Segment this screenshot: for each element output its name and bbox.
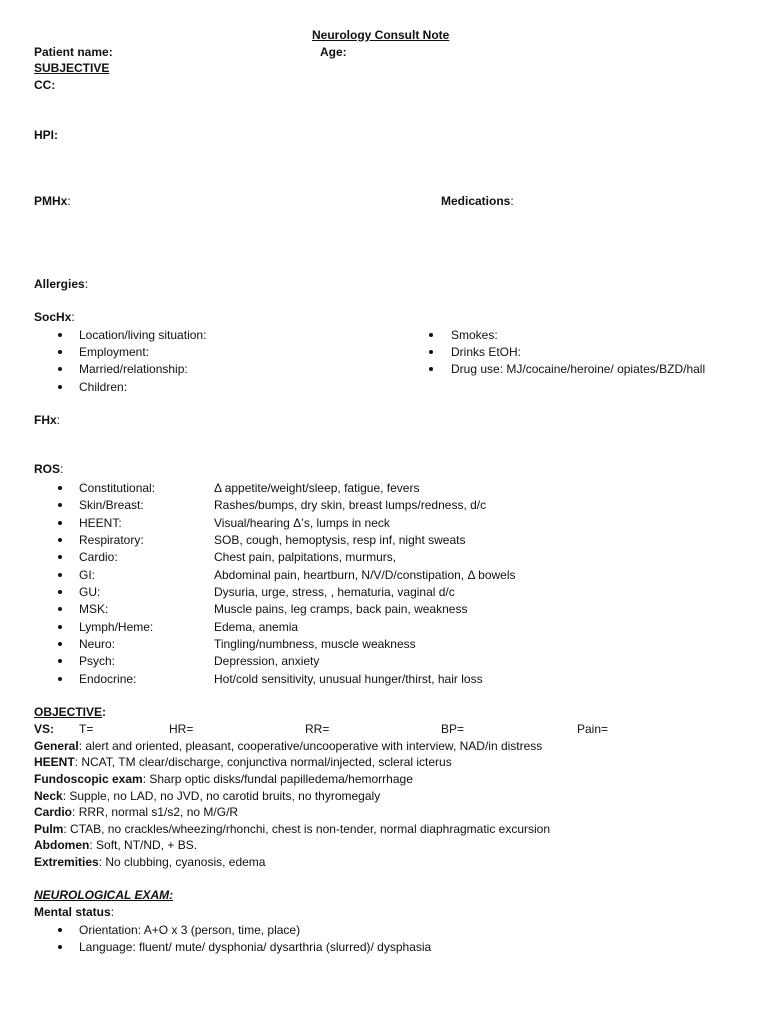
ros-symptoms: Visual/hearing Δ’s, lumps in neck: [214, 516, 390, 530]
exam-label: Abdomen: [34, 838, 90, 852]
ros-system: Neuro:: [79, 637, 116, 651]
vital-bp: BP=: [441, 722, 465, 736]
sochx-left-item: Location/living situation:: [79, 328, 207, 342]
bullet: [429, 367, 433, 371]
sochx-left-item: Married/relationship:: [79, 362, 188, 376]
fhx-label: FHx: [34, 413, 57, 427]
ros-symptoms: Hot/cold sensitivity, unusual hunger/thirst, hair loss: [214, 672, 483, 686]
exam-cardio: Cardio: RRR, normal s1/s2, no M/G/R: [34, 805, 239, 819]
sochx-right-item: Smokes:: [451, 328, 498, 342]
exam-text: alert and oriented, pleasant, cooperative/uncooperative with interview, NAD/in distress: [82, 739, 543, 753]
sochx-line: SocHx:: [34, 310, 75, 324]
medications-label: Medications: [441, 194, 511, 208]
ros-system: MSK:: [79, 602, 109, 616]
document-title: Neurology Consult Note: [312, 28, 450, 42]
exam-extremities: Extremities: No clubbing, cyanosis, edema: [34, 855, 266, 869]
exam-label: Pulm: [34, 822, 64, 836]
ros-label: ROS: [34, 462, 61, 476]
ros-symptoms: SOB, cough, hemoptysis, resp inf, night sweats: [214, 533, 466, 547]
exam-label: HEENT: [34, 755, 75, 769]
ros-system: Constitutional:: [79, 481, 156, 495]
exam-pulm: Pulm: CTAB, no crackles/wheezing/rhonchi, chest is non-tender, normal diaphragmatic excursion: [34, 822, 551, 836]
sochx-left-item: Employment:: [79, 345, 150, 359]
exam-text: NCAT, TM clear/discharge, conjunctiva normal/injected, scleral icterus: [78, 755, 452, 769]
fhx-line: FHx:: [34, 413, 61, 427]
bullet: [58, 607, 62, 611]
neuro-exam-heading: NEUROLOGICAL EXAM:: [34, 888, 174, 902]
sochx-label: SocHx: [34, 310, 72, 324]
bullet: [58, 573, 62, 577]
ros-symptoms: Muscle pains, leg cramps, back pain, weakness: [214, 602, 468, 616]
vital-hr: HR=: [169, 722, 194, 736]
bullet: [58, 385, 62, 389]
exam-text: Sharp optic disks/fundal papilledema/hemorrhage: [146, 772, 413, 786]
bullet: [58, 367, 62, 371]
ros-symptoms: Dysuria, urge, stress, , hematuria, vaginal d/c: [214, 585, 455, 599]
vital-rr: RR=: [305, 722, 330, 736]
neuro-item: Language: fluent/ mute/ dysphonia/ dysarthria (slurred)/ dysphasia: [79, 940, 432, 954]
sochx-right-item: Drug use: MJ/cocaine/heroine/ opiates/BZD/hall: [451, 362, 706, 376]
bullet: [58, 333, 62, 337]
sochx-right-item: Drinks EtOH:: [451, 345, 522, 359]
neuro-item: Orientation: A+O x 3 (person, time, place): [79, 923, 301, 937]
exam-text: Supple, no LAD, no JVD, no carotid bruits, no thyromegaly: [66, 789, 381, 803]
exam-label: Cardio: [34, 805, 73, 819]
bullet: [429, 333, 433, 337]
mental-status-line: Mental status:: [34, 905, 115, 919]
exam-fundoscopic: Fundoscopic exam: Sharp optic disks/fundal papilledema/hemorrhage: [34, 772, 413, 786]
vital-temp: T=: [79, 722, 94, 736]
ros-system: Skin/Breast:: [79, 498, 144, 512]
ros-system: Endocrine:: [79, 672, 137, 686]
ros-system: Lymph/Heme:: [79, 620, 154, 634]
bullet: [58, 945, 62, 949]
ros-system: Cardio:: [79, 550, 118, 564]
bullet: [58, 521, 62, 525]
bullet: [58, 538, 62, 542]
bullet: [58, 555, 62, 559]
exam-text: No clubbing, cyanosis, edema: [102, 855, 266, 869]
bullet: [58, 590, 62, 594]
exam-text: Soft, NT/ND, + BS.: [92, 838, 198, 852]
cc-label: CC:: [34, 78, 56, 92]
objective-line: OBJECTIVE:: [34, 705, 107, 719]
ros-system: GI:: [79, 568, 96, 582]
bullet: [58, 677, 62, 681]
bullet: [58, 503, 62, 507]
pmhx-label: PMHx: [34, 194, 68, 208]
bullet: [58, 625, 62, 629]
subjective-heading: SUBJECTIVE: [34, 61, 110, 75]
hpi-label: HPI:: [34, 128, 58, 142]
sochx-left-item: Children:: [79, 380, 128, 394]
bullet: [429, 350, 433, 354]
ros-system: HEENT:: [79, 516, 122, 530]
allergies-label: Allergies: [34, 277, 85, 291]
ros-symptoms: Depression, anxiety: [214, 654, 320, 668]
patient-name-label: Patient name:: [34, 45, 113, 59]
ros-symptoms: Rashes/bumps, dry skin, breast lumps/redness, d/c: [214, 498, 487, 512]
bullet: [58, 928, 62, 932]
bullet: [58, 486, 62, 490]
vital-pain: Pain=: [577, 722, 609, 736]
exam-label: Extremities: [34, 855, 99, 869]
ros-symptoms: Abdominal pain, heartburn, N/V/D/constipation, Δ bowels: [214, 568, 516, 582]
bullet: [58, 659, 62, 663]
ros-symptoms: Edema, anemia: [214, 620, 299, 634]
ros-system: Respiratory:: [79, 533, 144, 547]
exam-abdomen: Abdomen: Soft, NT/ND, + BS.: [34, 838, 198, 852]
ros-system: GU:: [79, 585, 101, 599]
exam-neck: Neck: Supple, no LAD, no JVD, no carotid bruits, no thyromegaly: [34, 789, 381, 803]
mental-status-label: Mental status: [34, 905, 111, 919]
exam-label: General: [34, 739, 79, 753]
objective-heading: OBJECTIVE: [34, 705, 103, 719]
pmhx-line: PMHx:: [34, 194, 71, 208]
exam-text: CTAB, no crackles/wheezing/rhonchi, chest is non-tender, normal diaphragmatic excursion: [66, 822, 551, 836]
allergies-line: Allergies:: [34, 277, 89, 291]
ros-symptoms: Tingling/numbness, muscle weakness: [214, 637, 416, 651]
bullet: [58, 350, 62, 354]
bullet: [58, 642, 62, 646]
exam-text: RRR, normal s1/s2, no M/G/R: [75, 805, 239, 819]
exam-general: General: alert and oriented, pleasant, cooperative/uncooperative with interview, NAD/in distress: [34, 739, 543, 753]
exam-label: Fundoscopic exam: [34, 772, 143, 786]
vs-label: VS:: [34, 722, 55, 736]
medications-line: Medications:: [441, 194, 514, 208]
age-label: Age:: [320, 45, 347, 59]
exam-label: Neck: [34, 789, 63, 803]
exam-heent: HEENT: NCAT, TM clear/discharge, conjunctiva normal/injected, scleral icterus: [34, 755, 452, 769]
ros-symptoms: Chest pain, palpitations, murmurs,: [214, 550, 397, 564]
ros-system: Psych:: [79, 654, 116, 668]
ros-symptoms: Δ appetite/weight/sleep, fatigue, fevers: [214, 481, 420, 495]
ros-line: ROS:: [34, 462, 64, 476]
